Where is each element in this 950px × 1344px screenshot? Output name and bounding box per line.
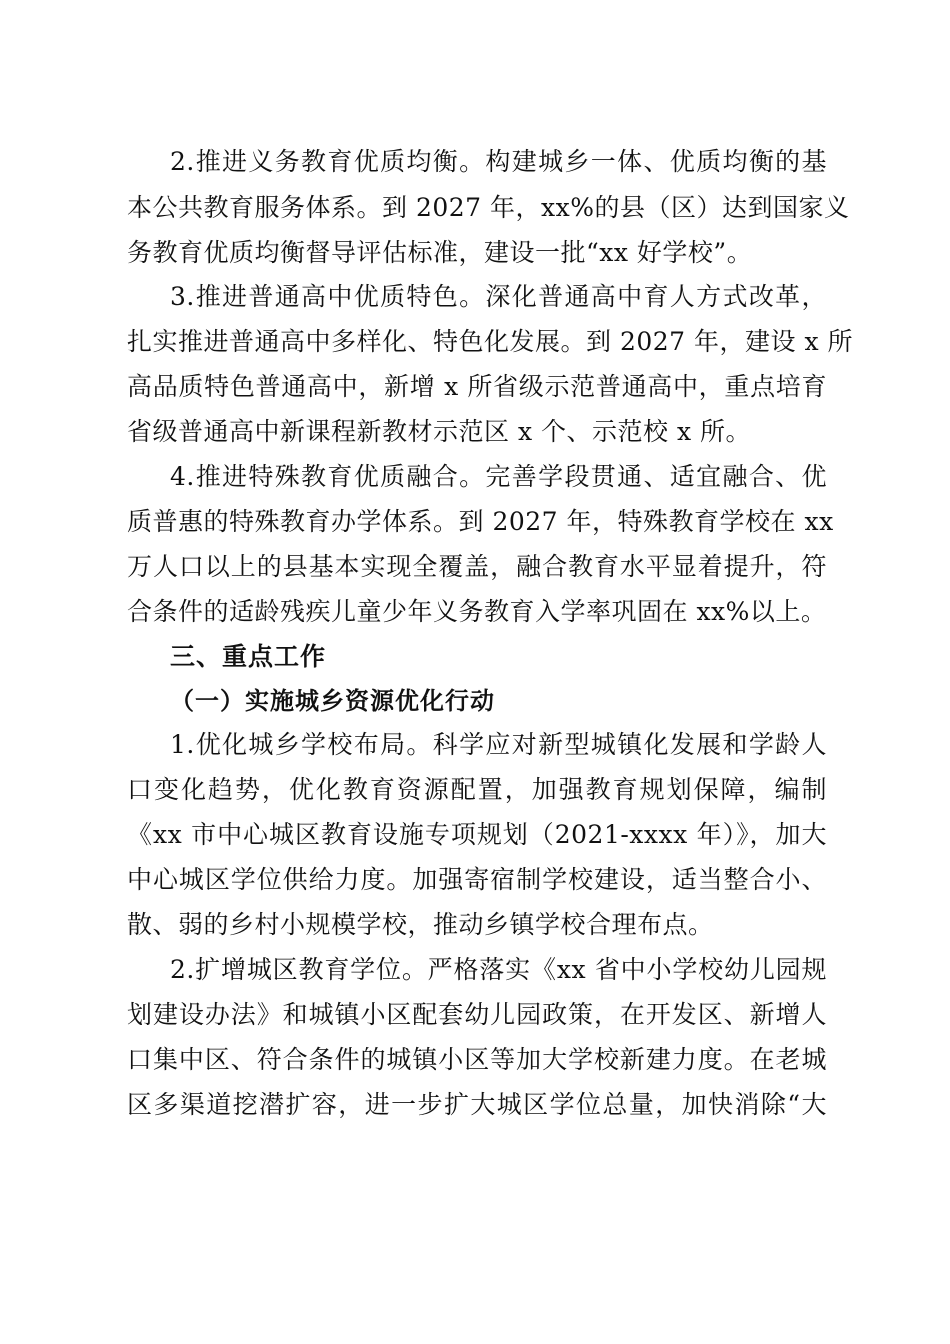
subsection-heading: （一）实施城乡资源优化行动 [170,686,495,715]
paragraph-line: 中心城区学位供给力度。加强寄宿制学校建设，适当整合小、 [127,865,827,894]
paragraph-line: 3.推进普通高中优质特色。深化普通高中育人方式改革， [170,282,827,311]
section-heading: 三、重点工作 [170,642,327,671]
paragraph-line: 扎实推进普通高中多样化、特色化发展。到 2027 年，建设 x 所 [127,327,854,356]
paragraph-line: 散、弱的乡村小规模学校，推动乡镇学校合理布点。 [127,910,714,939]
paragraph-line: 4.推进特殊教育优质融合。完善学段贯通、适宜融合、优 [170,462,827,491]
paragraph-line: 2.扩增城区教育学位。严格落实《xx 省中小学校幼儿园规 [170,955,827,984]
paragraph-line: 2.推进义务教育优质均衡。构建城乡一体、优质均衡的基 [170,147,827,176]
paragraph-line: 划建设办法》和城镇小区配套幼儿园政策，在开发区、新增人 [127,1000,827,1029]
paragraph-line: 万人口以上的县基本实现全覆盖，融合教育水平显着提升，符 [127,552,827,581]
paragraph-line: 质普惠的特殊教育办学体系。到 2027 年，特殊教育学校在 xx [127,507,834,536]
paragraph-line: 合条件的适龄残疾儿童少年义务教育入学率巩固在 xx%以上。 [127,597,827,626]
paragraph-line: 省级普通高中新课程新教材示范区 x 个、示范校 x 所。 [127,417,751,446]
paragraph-line: 口变化趋势，优化教育资源配置，加强教育规划保障，编制 [127,775,827,804]
paragraph-line: 《xx 市中心城区教育设施专项规划（2021-xxxx 年）》，加大 [127,820,827,849]
paragraph-line: 高品质特色普通高中，新增 x 所省级示范普通高中，重点培育 [127,372,827,401]
paragraph-line: 1.优化城乡学校布局。科学应对新型城镇化发展和学龄人 [170,730,827,759]
paragraph-line: 务教育优质均衡督导评估标准，建设一批“xx 好学校”。 [127,238,753,267]
paragraph-line: 本公共教育服务体系。到 2027 年，xx%的县（区）达到国家义 [127,193,850,222]
paragraph-line: 口集中区、符合条件的城镇小区等加大学校新建力度。在老城 [127,1045,827,1074]
paragraph-line: 区多渠道挖潜扩容，进一步扩大城区学位总量，加快消除“大 [127,1090,827,1119]
